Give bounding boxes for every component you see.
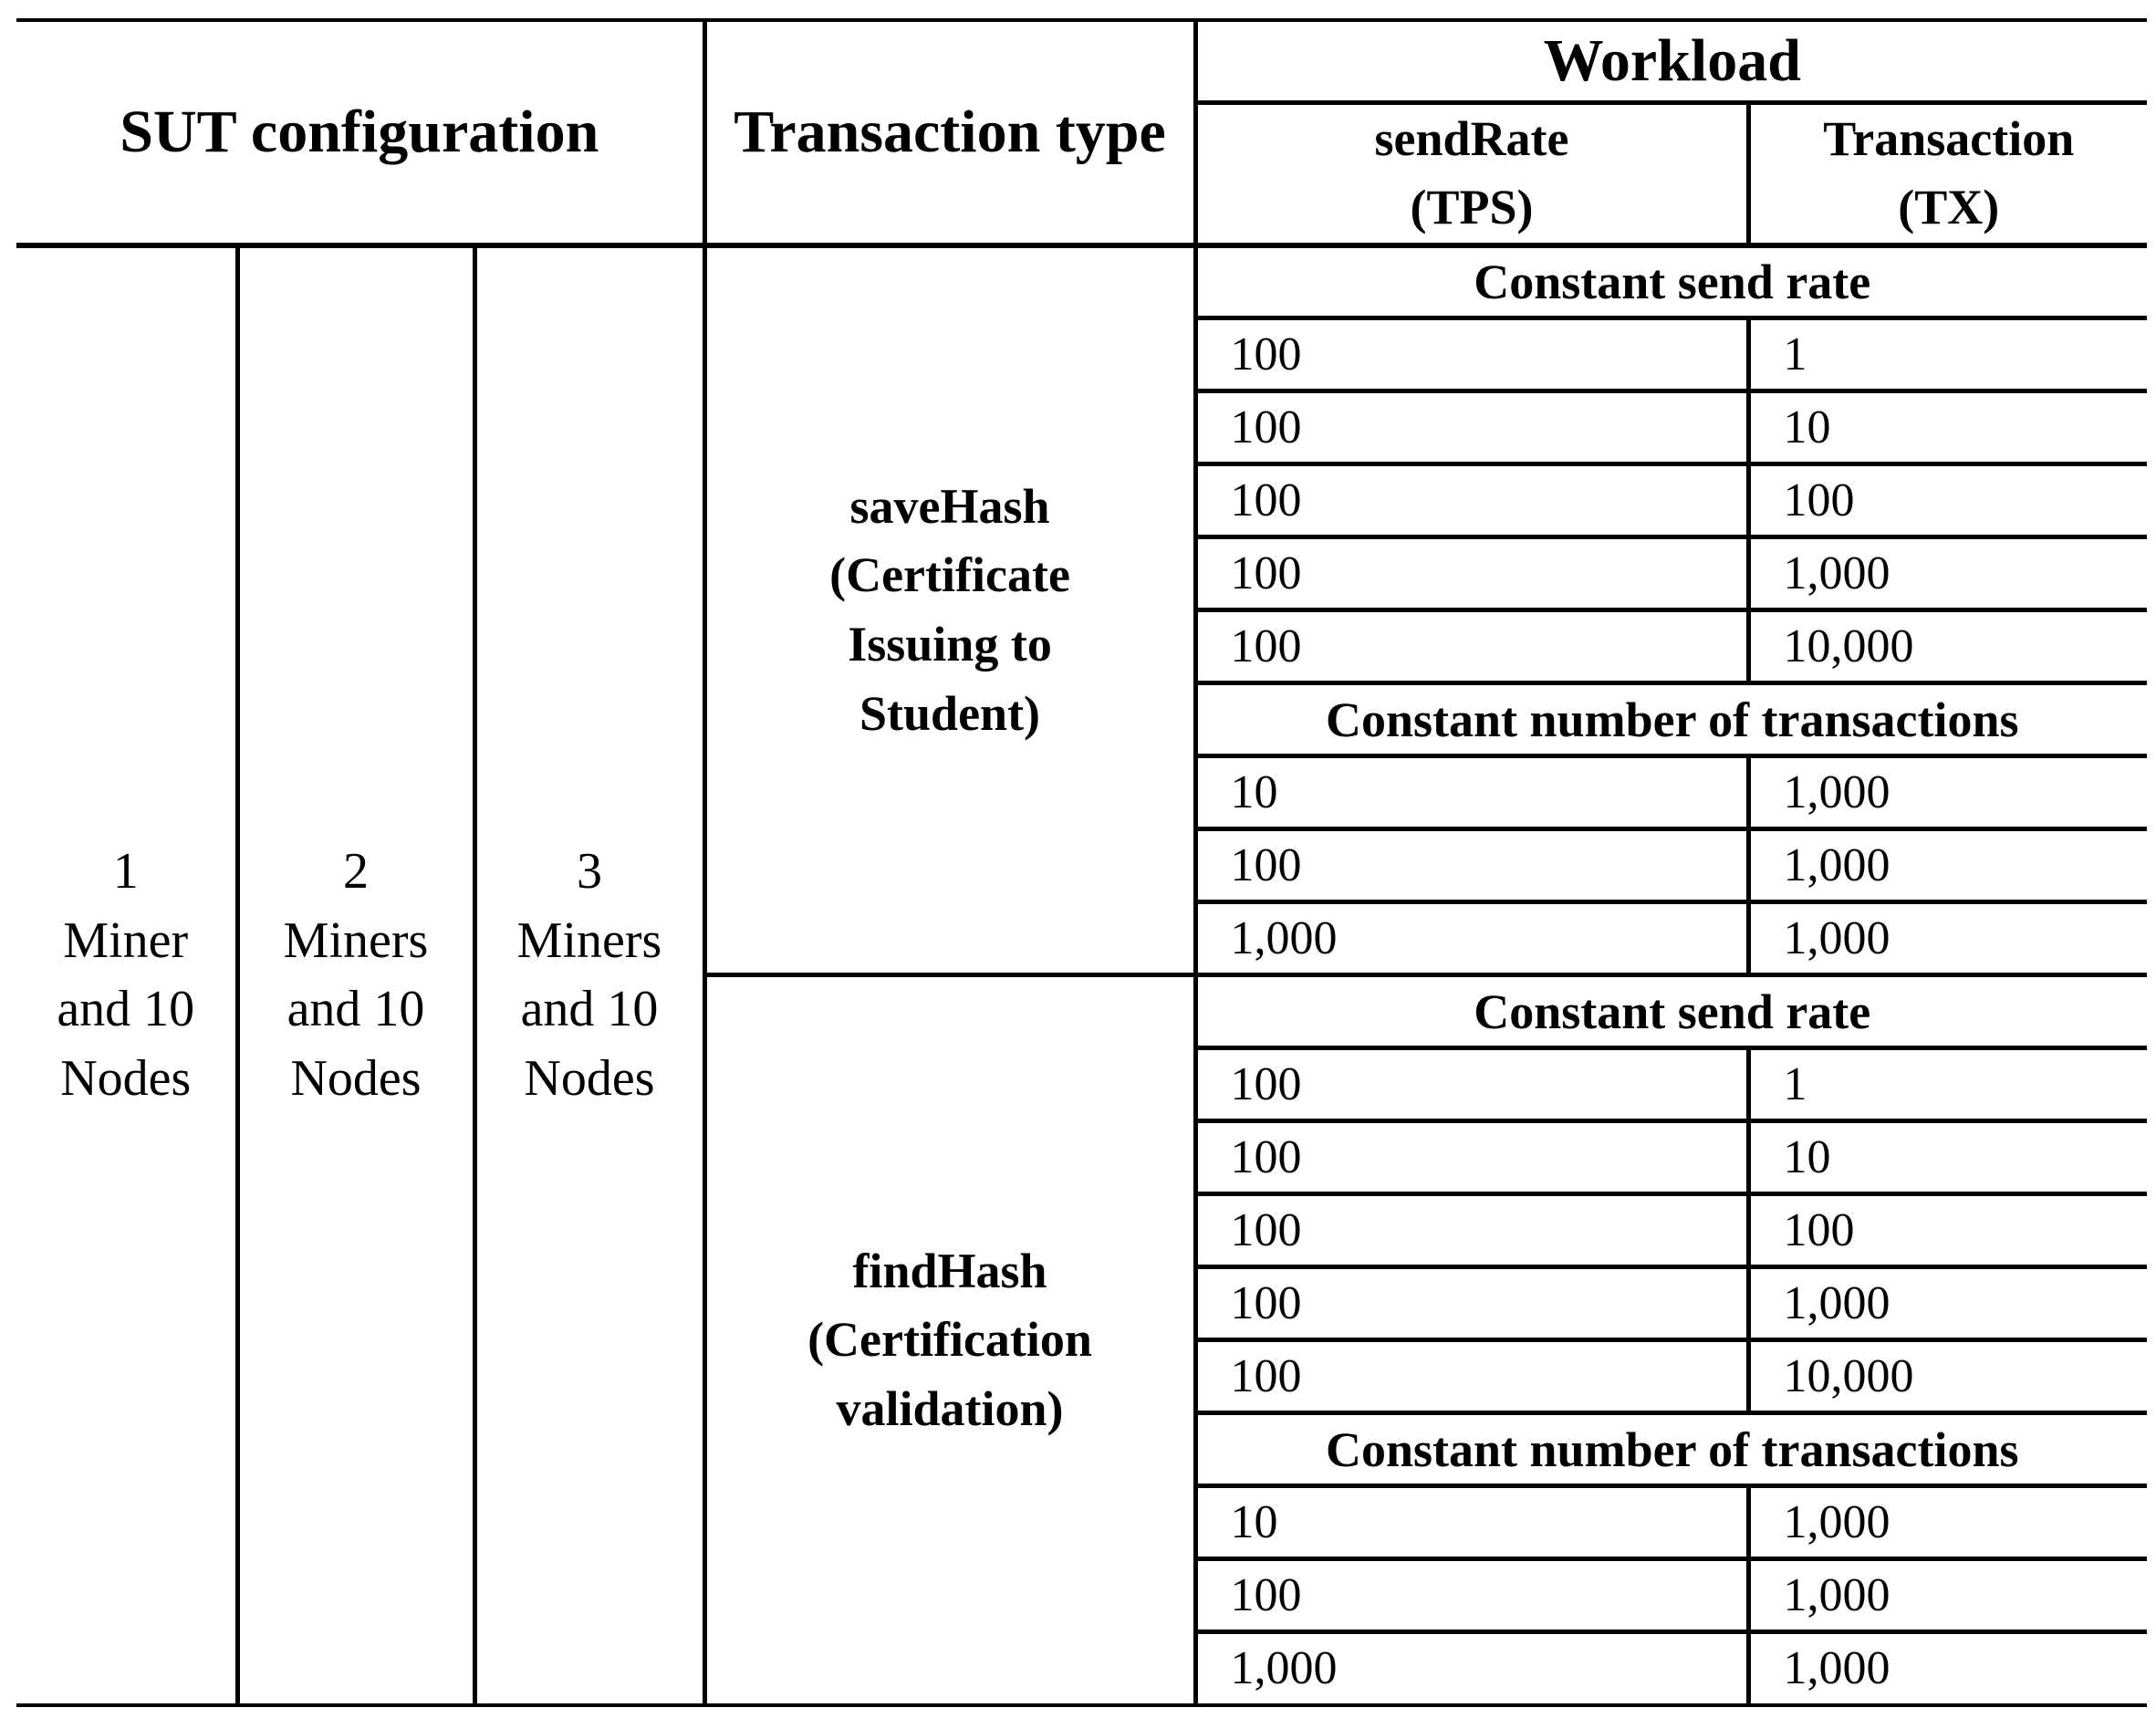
transaction-count-cell: 1,000 <box>1748 537 2147 610</box>
transaction-count-cell: 1 <box>1748 318 2147 391</box>
send-rate-cell: 100 <box>1195 391 1748 464</box>
send-rate-cell: 100 <box>1195 610 1748 683</box>
section-heading: Constant number of transactions <box>1195 683 2147 756</box>
transaction-count-cell: 10,000 <box>1748 610 2147 683</box>
section-heading: Constant number of transactions <box>1195 1413 2147 1486</box>
transaction-count-cell: 1,000 <box>1748 1632 2147 1705</box>
transaction-count-cell: 100 <box>1748 1194 2147 1267</box>
sut-configuration-cell: 1 Miner and 10 Nodes <box>16 245 237 1705</box>
transaction-count-cell: 1,000 <box>1748 1486 2147 1559</box>
transaction-count-cell: 1,000 <box>1748 829 2147 902</box>
transaction-count-cell: 1,000 <box>1748 1559 2147 1632</box>
transaction-count-cell: 1,000 <box>1748 1267 2147 1340</box>
transaction-count-cell: 10 <box>1748 391 2147 464</box>
transaction-count-cell: 10 <box>1748 1121 2147 1194</box>
workload-header: Workload <box>1195 20 2147 102</box>
send-rate-cell: 100 <box>1195 318 1748 391</box>
transaction-count-cell: 1,000 <box>1748 756 2147 829</box>
table-row <box>16 245 2147 318</box>
transaction-type-header-text: Transaction type <box>734 98 1166 165</box>
send-rate-cell: 100 <box>1195 1340 1748 1413</box>
transaction-count-cell: 1 <box>1748 1048 2147 1121</box>
transaction-type-cell: findHash (Certification validation) <box>704 975 1195 1705</box>
send-rate-cell: 10 <box>1195 756 1748 829</box>
table-body <box>16 245 2147 1705</box>
sut-configuration-cell: 2 Miners and 10 Nodes <box>237 245 474 1705</box>
workload-table <box>16 18 2147 1707</box>
send-rate-cell: 10 <box>1195 1486 1748 1559</box>
sut-configuration-cell: 3 Miners and 10 Nodes <box>474 245 704 1705</box>
sut-configuration-header: SUT configuration <box>16 20 704 245</box>
transaction-type-cell: saveHash (Certificate Issuing to Student) <box>704 245 1195 975</box>
send-rate-cell: 100 <box>1195 1048 1748 1121</box>
send-rate-cell: 1,000 <box>1195 1632 1748 1705</box>
send-rate-header: sendRate (TPS) <box>1195 102 1748 245</box>
transaction-count-header: Transaction (TX) <box>1748 102 2147 245</box>
transaction-type-header <box>704 20 1195 245</box>
send-rate-cell: 100 <box>1195 829 1748 902</box>
send-rate-cell: 100 <box>1195 1267 1748 1340</box>
send-rate-cell: 100 <box>1195 1559 1748 1632</box>
transaction-count-cell: 10,000 <box>1748 1340 2147 1413</box>
section-heading: Constant send rate <box>1195 975 2147 1048</box>
send-rate-cell: 100 <box>1195 537 1748 610</box>
section-heading: Constant send rate <box>1195 245 2147 318</box>
send-rate-cell: 100 <box>1195 1194 1748 1267</box>
transaction-count-cell: 1,000 <box>1748 902 2147 975</box>
transaction-count-cell: 100 <box>1748 464 2147 537</box>
send-rate-cell: 1,000 <box>1195 902 1748 975</box>
send-rate-cell: 100 <box>1195 464 1748 537</box>
send-rate-cell: 100 <box>1195 1121 1748 1194</box>
